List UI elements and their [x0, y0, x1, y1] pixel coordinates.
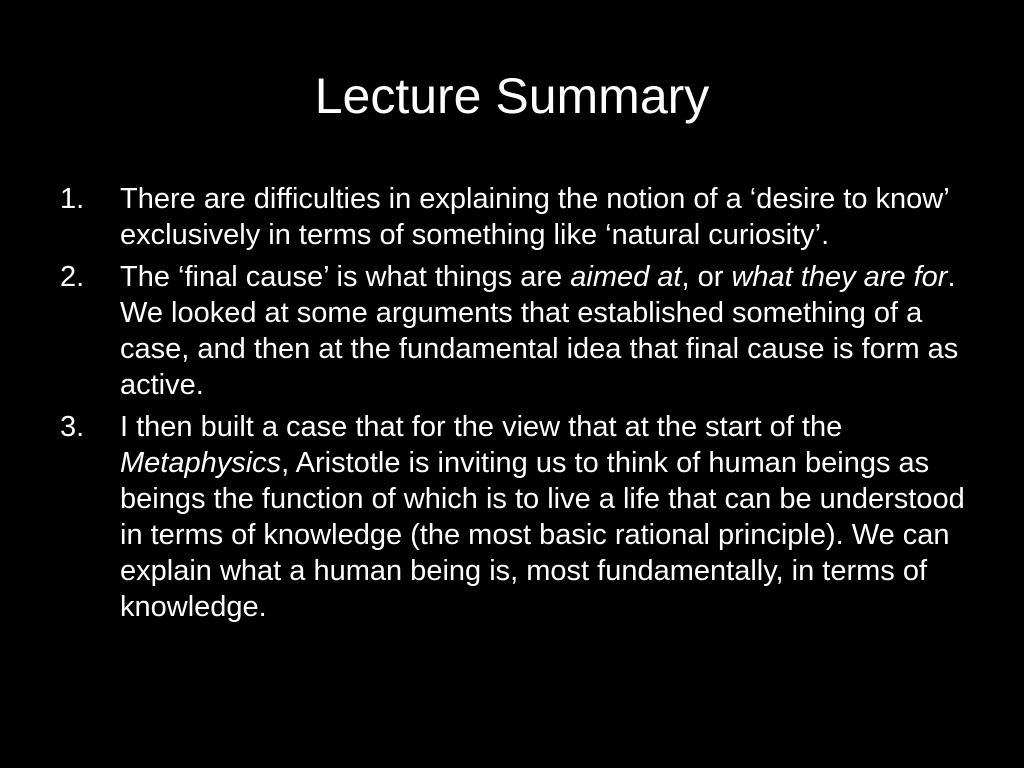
list-item-number: 1.	[60, 183, 85, 215]
emphasis-text: Metaphysics	[120, 447, 282, 479]
text-segment: . We looked at some arguments that established something of a case, and then at the fundamental idea that final cause is form as active.	[120, 261, 959, 401]
emphasis-text: what they are for	[731, 261, 948, 293]
list-item	[60, 409, 970, 625]
list-item-text	[120, 411, 965, 623]
text-segment: I then built a case that for the view that at the start of the	[120, 411, 843, 443]
text-segment: The ‘final cause’ is what things are	[120, 261, 571, 293]
list-item	[60, 181, 970, 253]
text-segment: There are difficulties in explaining the notion of a ‘desire to know’ exclusively in terms of something like ‘natural curiosity’.	[120, 183, 949, 251]
emphasis-text: aimed at	[570, 261, 682, 293]
text-segment: , Aristotle is inviting us to think of human beings as beings the function of which is to live a life that can be understood in terms of knowledge (the most basic rational principle). We can explain what a human being is, most fundamentally, in terms of knowledge.	[120, 447, 965, 623]
list-item	[60, 259, 970, 403]
slide-title: Lecture Summary	[314, 68, 710, 124]
summary-list	[60, 181, 970, 631]
list-item-number: 3.	[60, 411, 85, 443]
list-item-number: 2.	[60, 261, 85, 293]
text-segment: , or	[681, 261, 732, 293]
list-item-text	[120, 183, 949, 251]
list-item-text	[120, 261, 958, 401]
